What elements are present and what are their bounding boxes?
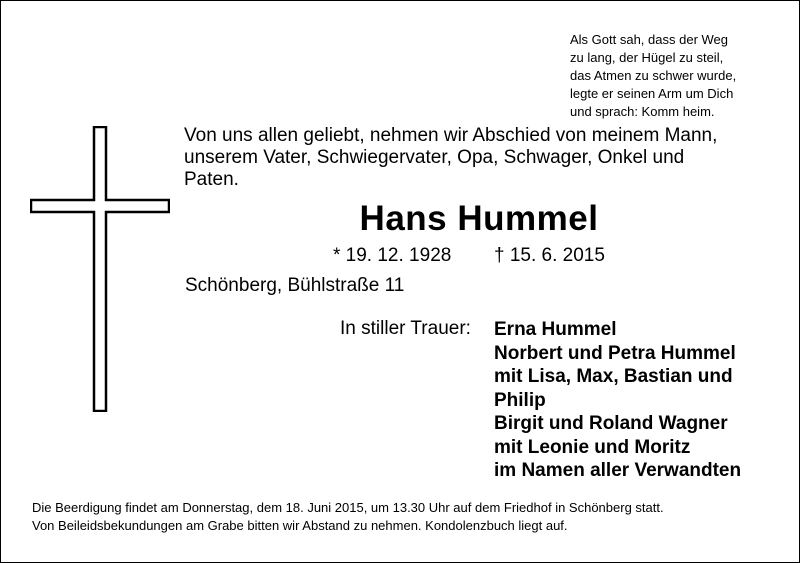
intro-line: Paten. [184, 169, 239, 190]
intro-line: Von uns allen geliebt, nehmen wir Abschied von meinem Mann, [184, 125, 718, 146]
poem-line: und sprach: Komm heim. [570, 104, 715, 119]
poem-line: das Atmen zu schwer wurde, [570, 68, 737, 83]
footer-line: Die Beerdigung findet am Donnerstag, dem 18. Juni 2015, um 13.30 Uhr auf dem Friedhof in Schönberg statt. [32, 500, 664, 515]
mourner-line: Birgit und Roland Wagner [494, 413, 728, 434]
funeral-notice [32, 499, 792, 535]
intro-text [184, 125, 774, 191]
mourning-label: In stiller Trauer: [340, 318, 471, 339]
poem [570, 31, 795, 121]
intro-line: unserem Vater, Schwiegervater, Opa, Schwager, Onkel und [184, 147, 685, 168]
mourners-list [494, 318, 784, 483]
mourner-line: mit Leonie und Moritz [494, 436, 691, 458]
birth-date: * 19. 12. 1928 [333, 245, 452, 266]
poem-line: Als Gott sah, dass der Weg [570, 32, 728, 47]
address: Schönberg, Bühlstraße 11 [185, 275, 405, 296]
deceased-name: Hans Hummel [359, 199, 599, 238]
death-date: † 15. 6. 2015 [494, 245, 605, 266]
poem-line: zu lang, der Hügel zu steil, [570, 50, 724, 65]
poem-line: legte er seinen Arm um Dich [570, 86, 734, 101]
mourner-line: mit Lisa, Max, Bastian und [494, 366, 733, 387]
footer-line: Von Beileidsbekundungen am Grabe bitten wir Abstand zu nehmen. Kondolenzbuch liegt auf. [32, 518, 568, 533]
mourner-line: Philip [494, 389, 546, 411]
mourner-line: Erna Hummel [494, 319, 617, 340]
cross-icon [30, 126, 170, 412]
mourner-line: im Namen aller Verwandten [494, 460, 742, 481]
mourner-line: Norbert und Petra Hummel [494, 342, 736, 364]
